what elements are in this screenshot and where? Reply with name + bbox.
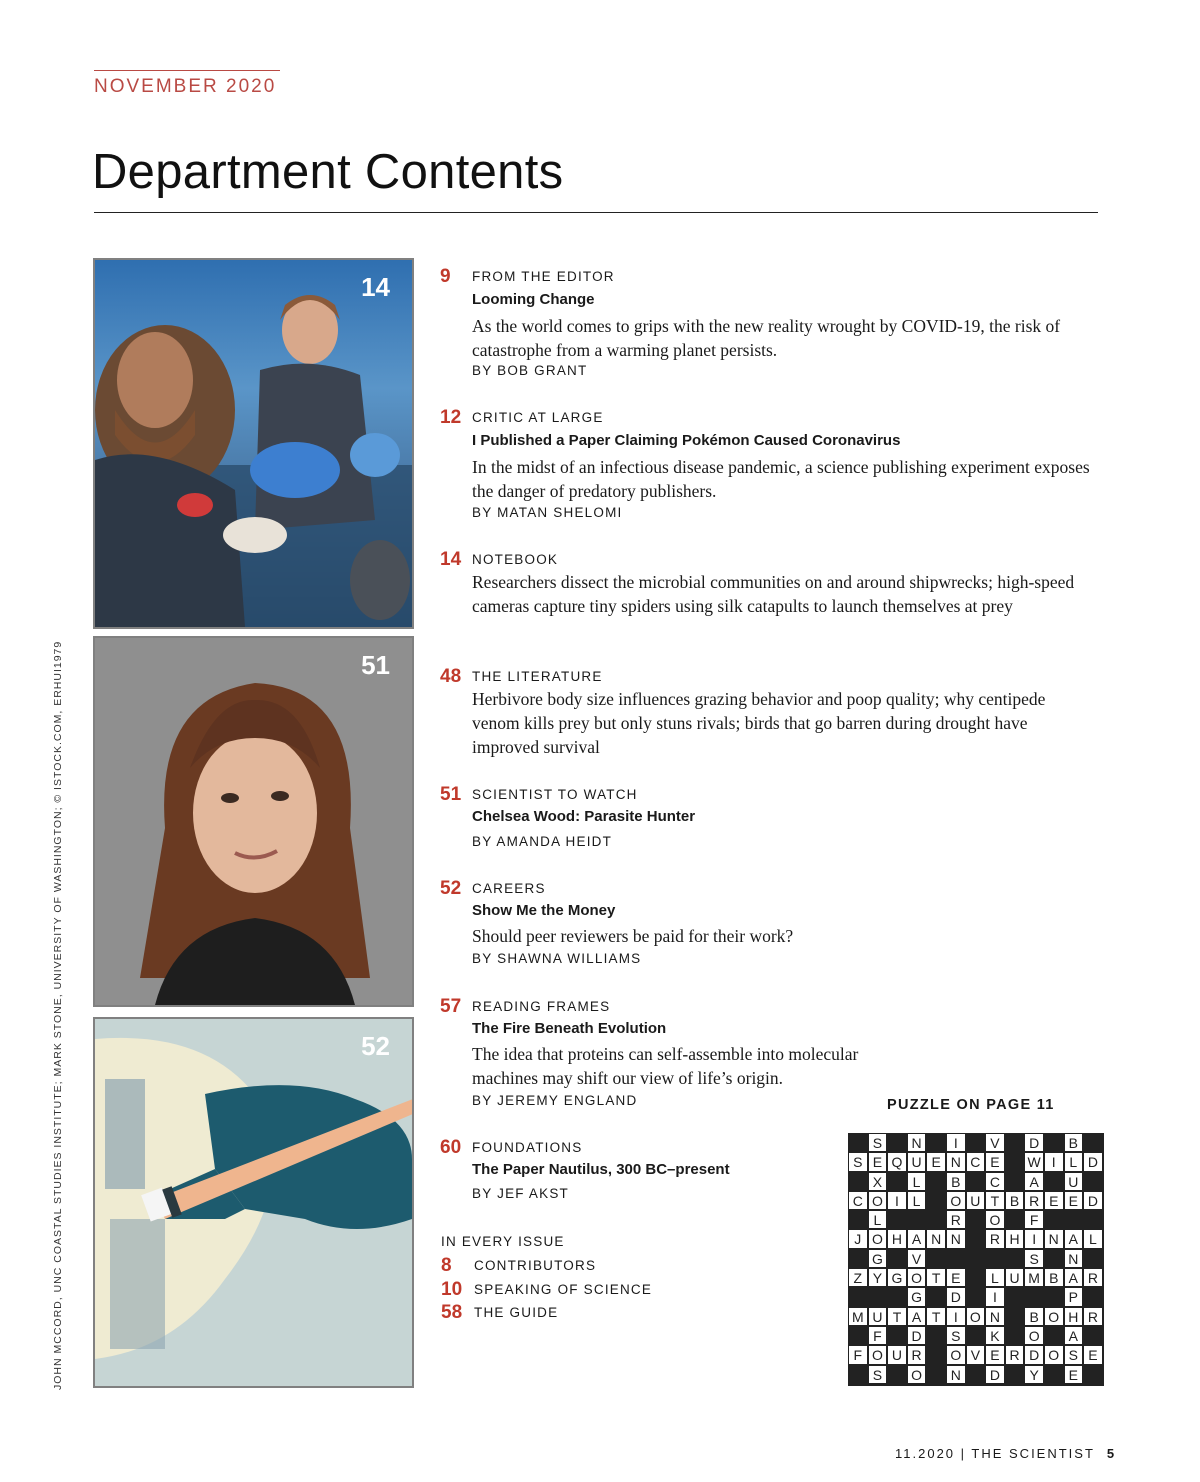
entry-byline: BY JEF AKST [472, 1186, 569, 1201]
crossword-block [1083, 1172, 1103, 1191]
crossword-block [1044, 1326, 1064, 1345]
entry-byline: BY JEREMY ENGLAND [472, 1093, 638, 1108]
crossword-cell: O [868, 1229, 888, 1248]
crossword-block [848, 1365, 868, 1384]
crossword-cell: F [868, 1326, 888, 1345]
crossword-cell: O [946, 1191, 966, 1210]
page-title: Department Contents [92, 145, 564, 199]
crossword-cell: U [966, 1191, 986, 1210]
crossword-block [946, 1249, 966, 1268]
crossword-cell: D [985, 1365, 1005, 1384]
crossword-cell: E [1044, 1191, 1064, 1210]
crossword-cell: O [985, 1210, 1005, 1229]
photo-divers[interactable] [93, 258, 414, 629]
crossword-block [966, 1268, 986, 1287]
crossword-cell: L [1064, 1152, 1084, 1171]
crossword-cell: O [868, 1191, 888, 1210]
entry-page: 9 [440, 266, 451, 287]
crossword-cell: L [868, 1210, 888, 1229]
crossword-cell: O [1024, 1326, 1044, 1345]
entry-description: Should peer reviewers be paid for their work? [472, 926, 794, 946]
crossword-block [1005, 1287, 1025, 1306]
crossword-cell: V [985, 1133, 1005, 1152]
crossword-cell: G [907, 1287, 927, 1306]
crossword-cell: C [985, 1172, 1005, 1191]
crossword-block [1044, 1365, 1064, 1384]
crossword-block [926, 1172, 946, 1191]
crossword-cell: N [946, 1229, 966, 1248]
divers-image [95, 260, 412, 627]
crossword-cell: I [1024, 1229, 1044, 1248]
entry-section: THE LITERATURE [472, 669, 603, 684]
crossword-block [868, 1287, 888, 1306]
entry-title[interactable]: Looming Change [472, 291, 595, 308]
crossword-cell: J [848, 1229, 868, 1248]
crossword-cell: R [1083, 1268, 1103, 1287]
crossword-cell: L [985, 1268, 1005, 1287]
crossword-block [1083, 1249, 1103, 1268]
entry-section: CAREERS [472, 881, 546, 896]
crossword-block [887, 1249, 907, 1268]
crossword-cell: C [966, 1152, 986, 1171]
crossword-cell: B [1024, 1307, 1044, 1326]
crossword-cell: L [907, 1191, 927, 1210]
entry-description: Researchers dissect the microbial communities on and around shipwrecks; high-speed cameras capture tiny spiders using silk catapults to launch themselves at prey [472, 572, 1075, 616]
crossword-block [887, 1210, 907, 1229]
entry-title[interactable]: I Published a Paper Claiming Pokémon Caused Coronavirus [472, 432, 901, 449]
crossword-cell: R [985, 1229, 1005, 1248]
crossword-block [1005, 1133, 1025, 1152]
crossword-block [887, 1287, 907, 1306]
crossword-cell: S [1064, 1345, 1084, 1364]
crossword-cell: A [1024, 1172, 1044, 1191]
month-rule [94, 70, 280, 71]
crossword-block [1005, 1326, 1025, 1345]
crossword-block [926, 1249, 946, 1268]
crossword-block [1005, 1307, 1025, 1326]
crossword-cell: T [985, 1191, 1005, 1210]
crossword-cell: C [848, 1191, 868, 1210]
crossword-block [966, 1133, 986, 1152]
photo-page-number: 51 [361, 650, 390, 680]
footer-issue: 11.2020 | THE SCIENTIST [895, 1446, 1095, 1461]
photo-portrait[interactable] [93, 636, 414, 1007]
crossword-block [848, 1172, 868, 1191]
crossword-block [848, 1287, 868, 1306]
crossword-cell: T [926, 1307, 946, 1326]
crossword-cell: X [868, 1172, 888, 1191]
crossword-cell: G [868, 1249, 888, 1268]
crossword-cell: R [907, 1345, 927, 1364]
crossword-cell: N [926, 1229, 946, 1248]
crossword-cell: E [985, 1152, 1005, 1171]
crossword-cell: U [887, 1345, 907, 1364]
every-issue-label: SPEAKING OF SCIENCE [474, 1282, 653, 1297]
crossword-cell: O [1044, 1345, 1064, 1364]
crossword-cell: E [946, 1268, 966, 1287]
crossword-block [1024, 1287, 1044, 1306]
crossword-cell: I [1044, 1152, 1064, 1171]
crossword-cell: S [868, 1365, 888, 1384]
crossword-cell: A [1064, 1326, 1084, 1345]
crossword-block [926, 1191, 946, 1210]
crossword-block [1064, 1210, 1084, 1229]
crossword-cell: U [907, 1152, 927, 1171]
crossword-cell: A [907, 1307, 927, 1326]
every-issue-label: CONTRIBUTORS [474, 1258, 597, 1273]
crossword-cell: S [848, 1152, 868, 1171]
entry-byline: BY BOB GRANT [472, 363, 588, 378]
crossword-cell: D [1083, 1152, 1103, 1171]
entry-byline: BY SHAWNA WILLIAMS [472, 951, 642, 966]
crossword-cell: I [887, 1191, 907, 1210]
crossword-block [966, 1229, 986, 1248]
crossword-cell: R [1024, 1191, 1044, 1210]
photo-page-number: 52 [361, 1031, 390, 1061]
crossword-block [848, 1133, 868, 1152]
crossword-block [907, 1210, 927, 1229]
crossword-cell: T [926, 1268, 946, 1287]
crossword-block [926, 1133, 946, 1152]
photo-page-number: 14 [361, 272, 390, 302]
crossword-block [1083, 1287, 1103, 1306]
crossword-cell: V [966, 1345, 986, 1364]
crossword-cell: O [946, 1345, 966, 1364]
entry-section: READING FRAMES [472, 999, 611, 1014]
illustration-image [95, 1019, 412, 1386]
crossword-cell: Q [887, 1152, 907, 1171]
crossword-block [848, 1249, 868, 1268]
entry-title[interactable]: Show Me the Money [472, 902, 616, 919]
crossword-cell: O [907, 1365, 927, 1384]
crossword-block [985, 1249, 1005, 1268]
entry-section: FOUNDATIONS [472, 1140, 583, 1155]
crossword-cell: R [1083, 1307, 1103, 1326]
crossword-block [1005, 1249, 1025, 1268]
crossword-block [887, 1133, 907, 1152]
crossword-cell: H [887, 1229, 907, 1248]
entry-byline: BY AMANDA HEIDT [472, 834, 613, 849]
entry-byline: BY MATAN SHELOMI [472, 505, 623, 520]
puzzle-label: PUZZLE ON PAGE 11 [887, 1097, 1055, 1113]
crossword-block [1083, 1326, 1103, 1345]
crossword-block [926, 1365, 946, 1384]
entry-page: 60 [440, 1137, 462, 1158]
crossword-cell: S [946, 1326, 966, 1345]
crossword-cell: M [848, 1307, 868, 1326]
crossword-cell: P [1064, 1287, 1084, 1306]
photo-illustration[interactable] [93, 1017, 414, 1388]
crossword-cell: S [1024, 1249, 1044, 1268]
entry-section: CRITIC AT LARGE [472, 410, 604, 425]
crossword-block [966, 1210, 986, 1229]
crossword-block [966, 1326, 986, 1345]
crossword-cell: O [1044, 1307, 1064, 1326]
crossword-cell: B [1064, 1133, 1084, 1152]
entry-page: 57 [440, 996, 462, 1017]
entry-title[interactable]: Chelsea Wood: Parasite Hunter [472, 808, 696, 825]
crossword-cell: Y [868, 1268, 888, 1287]
entry-title[interactable]: The Paper Nautilus, 300 BC–present [472, 1161, 730, 1178]
crossword-block [887, 1326, 907, 1345]
crossword-cell: U [868, 1307, 888, 1326]
crossword-cell: U [1064, 1172, 1084, 1191]
every-issue-page: 8 [441, 1255, 452, 1276]
crossword-cell: D [907, 1326, 927, 1345]
crossword-block [1005, 1210, 1025, 1229]
crossword-grid[interactable] [848, 1133, 1104, 1386]
crossword-cell: R [946, 1210, 966, 1229]
entry-description: The idea that proteins can self-assemble into molecular machines may shift our view of life’s origin. [472, 1044, 859, 1088]
crossword-block [926, 1345, 946, 1364]
crossword-cell: L [1083, 1229, 1103, 1248]
entry-description: Herbivore body size influences grazing behavior and poop quality; why centipede venom kills prey but only stuns rivals; birds that go barren during drought have improved survival [472, 689, 1046, 757]
entry-section: SCIENTIST TO WATCH [472, 787, 638, 802]
crossword-block [926, 1287, 946, 1306]
entry-section: FROM THE EDITOR [472, 269, 615, 284]
crossword-cell: N [985, 1307, 1005, 1326]
crossword-block [926, 1326, 946, 1345]
crossword-cell: O [966, 1307, 986, 1326]
crossword-block [1005, 1152, 1025, 1171]
crossword-block [1005, 1172, 1025, 1191]
entry-description: As the world comes to grips with the new reality wrought by COVID-19, the risk of catastrophe from a warming planet persists. [472, 316, 1061, 360]
crossword-cell: E [1064, 1365, 1084, 1384]
crossword-cell: D [1024, 1345, 1044, 1364]
crossword-cell: V [907, 1249, 927, 1268]
portrait-image [95, 638, 412, 1005]
photo-credit: JOHN MCCORD, UNC COASTAL STUDIES INSTITUTE; MARK STONE, UNIVERSITY OF WASHINGTON; © ISTOCK.COM, ERHUI1979 [52, 640, 64, 1390]
crossword-block [966, 1249, 986, 1268]
crossword-block [1044, 1133, 1064, 1152]
entry-description: In the midst of an infectious disease pandemic, a science publishing experiment exposes the danger of predatory publishers. [472, 457, 1090, 501]
crossword-block [966, 1172, 986, 1191]
crossword-cell: B [1044, 1268, 1064, 1287]
crossword-cell: D [1083, 1191, 1103, 1210]
crossword-cell: I [985, 1287, 1005, 1306]
entry-page: 52 [440, 878, 462, 899]
crossword-cell: G [887, 1268, 907, 1287]
entry-page: 12 [440, 407, 462, 428]
crossword-block [966, 1287, 986, 1306]
crossword-cell: D [1024, 1133, 1044, 1152]
crossword-cell: S [868, 1133, 888, 1152]
entry-page: 51 [440, 784, 462, 805]
crossword-cell: E [868, 1152, 888, 1171]
crossword-cell: Z [848, 1268, 868, 1287]
title-rule [94, 212, 1098, 213]
crossword-block [887, 1172, 907, 1191]
crossword-cell: F [848, 1345, 868, 1364]
crossword-cell: N [946, 1152, 966, 1171]
crossword-block [966, 1365, 986, 1384]
crossword-cell: A [1064, 1268, 1084, 1287]
footer-page-number: 5 [1106, 1446, 1117, 1461]
crossword-cell: R [1005, 1345, 1025, 1364]
crossword-block [887, 1365, 907, 1384]
crossword-block [1083, 1133, 1103, 1152]
every-issue-label: THE GUIDE [474, 1305, 559, 1320]
crossword-cell: E [1083, 1345, 1103, 1364]
crossword-cell: F [1024, 1210, 1044, 1229]
crossword-block [1044, 1172, 1064, 1191]
crossword-block [848, 1326, 868, 1345]
crossword-block [1083, 1365, 1103, 1384]
crossword-cell: O [868, 1345, 888, 1364]
issue-month: NOVEMBER 2020 [94, 76, 277, 97]
every-issue-page: 58 [441, 1302, 463, 1323]
crossword-block [1005, 1365, 1025, 1384]
crossword-block [1083, 1210, 1103, 1229]
crossword-cell: O [907, 1268, 927, 1287]
crossword-cell: I [946, 1133, 966, 1152]
entry-page: 14 [440, 549, 462, 570]
crossword-cell: B [1005, 1191, 1025, 1210]
crossword-cell: H [1064, 1307, 1084, 1326]
crossword-cell: H [1005, 1229, 1025, 1248]
crossword-cell: L [907, 1172, 927, 1191]
crossword-cell: A [1064, 1229, 1084, 1248]
crossword-block [1044, 1249, 1064, 1268]
crossword-cell: D [946, 1287, 966, 1306]
crossword-block [1044, 1287, 1064, 1306]
crossword-cell: M [1024, 1268, 1044, 1287]
every-issue-heading: IN EVERY ISSUE [441, 1234, 565, 1249]
entry-page: 48 [440, 666, 462, 687]
crossword-cell: W [1024, 1152, 1044, 1171]
crossword-cell: A [907, 1229, 927, 1248]
crossword-cell: I [946, 1307, 966, 1326]
crossword-cell: B [946, 1172, 966, 1191]
crossword-cell: T [887, 1307, 907, 1326]
page-footer [895, 1446, 1116, 1461]
crossword-cell: E [985, 1345, 1005, 1364]
crossword-cell: E [926, 1152, 946, 1171]
crossword-block [848, 1210, 868, 1229]
crossword-cell: K [985, 1326, 1005, 1345]
every-issue-page: 10 [441, 1279, 463, 1300]
crossword-cell: E [1064, 1191, 1084, 1210]
crossword-cell: U [1005, 1268, 1025, 1287]
crossword-cell: Y [1024, 1365, 1044, 1384]
crossword-cell: N [1064, 1249, 1084, 1268]
entry-section: NOTEBOOK [472, 552, 559, 567]
crossword-cell: N [946, 1365, 966, 1384]
entry-title[interactable]: The Fire Beneath Evolution [472, 1020, 667, 1037]
crossword-block [926, 1210, 946, 1229]
crossword-block [1044, 1210, 1064, 1229]
crossword-cell: N [907, 1133, 927, 1152]
crossword-cell: N [1044, 1229, 1064, 1248]
